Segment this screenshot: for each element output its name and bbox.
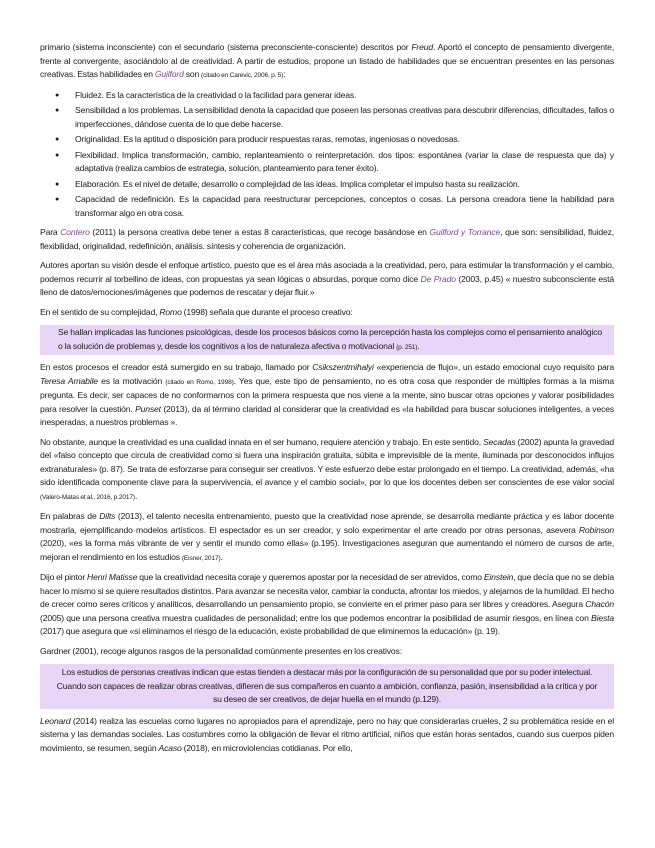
citation: (citado en Romo, 1998) (165, 378, 234, 386)
author-name: Guilford y Torrance (429, 227, 501, 237)
text: (2014) realiza las escuelas como lugares no apropiados para el aprendizaje, pero no hay que considerarlas crueles, 2 su problemática reside en el sistema y las demandas sociales. Las costumbres como la obligación de llevar el ritmo artificial, niños que están horas sentados, cuando sus cuerpos piden movimiento, se resumen, según (40, 715, 614, 753)
author-name: Einstein (483, 572, 514, 582)
list-item: ● Sensibilidad a los problemas. La sensibilidad denota la capacidad que poseen las personas creativas para descubrir diferencias, dificultades, fallos o imperfecciones, dándose cuenta de lo que debe hacerse. (40, 104, 614, 131)
text: Dijo el pintor (40, 572, 88, 582)
paragraph-leonard (40, 715, 614, 756)
author-name: Leonard (40, 715, 71, 726)
text: que la creatividad necesita coraje y queremos apostar por la necesidad de ser atrevidos, como (137, 572, 484, 582)
paragraph-matisse (40, 571, 614, 639)
block-quote-gardner (40, 664, 614, 709)
block-quote-romo (40, 325, 614, 355)
paragraph-romo (40, 306, 614, 320)
author-name: Dilts (99, 511, 116, 521)
text: En estos procesos el creador está sumergido en su trabajo, llamado por (40, 362, 313, 372)
quote-text: Los estudios de personas creativas indican que estas tienden a destacar más por la configuración de su personalidad que por su poder intelectual. Cuando son capaces de realizar obras creativas, difieren de sus compañeros en cuanto a ambición, confianza, pasión, insensibilidad a la crítica y por su deseo de ser creativos, de dejar huella en el mundo (p.129). (56, 667, 598, 704)
text: No obstante, aunque la creatividad es una cualidad innata en el ser humano, requiere atención y trabajo. En este sentido, (40, 436, 484, 447)
citation: (Valero-Matas et al., 2016, p.2017) (40, 493, 135, 501)
text: primario (sistema inconsciente) con el secundario (sistema preconsciente-consciente) descritos por (40, 42, 412, 52)
paragraph-guilford-intro (40, 41, 614, 83)
text: (2017) que asegura que «si eliminamos el riesgo de la educación, existe probabilidad de que eliminemos la educación» (p. 19). (40, 626, 500, 636)
author-name: Freud (411, 42, 434, 52)
text: En el sentido de su complejidad, (40, 306, 160, 317)
text: es la motivación (97, 375, 166, 386)
list-item: ● Flexibilidad. Implica transformación, cambio, replanteamiento o reinterpretación. dos tipos: espontánea (variar la clase de respuesta que da) y adaptativa (realiza cambios de estrategia, solución, planteamiento para tener éxito). (40, 149, 614, 176)
author-name: De Prado (420, 273, 456, 284)
text: (2013), da al término claridad al considerar que la creatividad es «la habilidad para buscar soluciones inteligentes, a veces inesperadas, a nuestros problemas ». (40, 403, 614, 427)
text: . (134, 490, 138, 501)
list-item: ● Capacidad de redefinición. Es la capacidad para reestructurar percepciones, conceptos o cosas. La persona creadora tiene la habilidad para transformar algo en otra cosa. (40, 193, 614, 220)
text: , que son: sensibilidad, fluidez, flexibilidad, originalidad, redefinición, análisis. síntesis y coherencia de organización. (40, 227, 615, 251)
text: (2003, p.45) « nuestro subconsciente está lleno de datos/emociones/imágenes que podemos de rescatar y dejar fluir.» (40, 273, 614, 297)
author-name: Acaso (158, 742, 182, 753)
text: , que decía que no se debía hacer lo mismo si se quiere resultados distintos. Para avanzar se necesita valor, cambiar la conducta, afrontar los miedos, y alejarnos de la humildad. El hecho de crecer como seres críticos y analíticos, desarrollando un pensamiento propio, se convierte en el primer paso para ser libres y creadores. Asegura (40, 572, 614, 609)
author-name: Csikszentmihalyi (312, 362, 374, 372)
text: . (417, 340, 420, 351)
text: (2020), «es la forma más vibrante de ver y sentir el mundo como ellas» (p.195). Investigaciones aseguran que aumentando el número de cursos de arte, mejoran el rendimiento en los estudios (40, 538, 614, 562)
text: (2018), en microviolencias cotidianas. Por ello, (181, 742, 353, 753)
text: Para (40, 227, 61, 237)
creativity-skills-list (40, 89, 614, 221)
author-name: Biesta (591, 612, 614, 623)
text: Gardner (2001), recoge algunos rasgos de la personalidad comúnmente presentes en los creativos: (40, 645, 402, 656)
text: . (220, 551, 223, 562)
paragraph-contero (40, 226, 614, 253)
text: : (283, 69, 286, 79)
list-item: ● Fluidez. Es la característica de la creatividad o la facilidad para generar ideas. (40, 89, 614, 103)
text: Autores aportan su visión desde el enfoque artístico, puesto que es el área más asociada a la creatividad, pero, para estimular la transformación y el cambio, podemos recurrir al torbellino de ideas, con propuestas ya sean lógicas o absurdas, porque como dice (40, 260, 614, 284)
author-name: Chacón (585, 599, 614, 609)
list-item: ● Originalidad. Es la aptitud o disposición para producir respuestas raras, remotas, ingeniosas o novedosas. (40, 133, 614, 147)
paragraph-de-prado (40, 259, 614, 300)
text: «experiencia de flujo», un estado emocional cuyo requisito para (373, 362, 614, 372)
text: son (183, 69, 202, 79)
author-name: Romo (159, 306, 182, 317)
text: (1998) señala que durante el proceso creativo: (181, 306, 353, 317)
text: (2002) apunta la gravedad del «falso concepto que circula de creatividad como si fuera una inspiración gratuita, súbita e imprevisible de la mente, iluminada por desconocidos influjos extranaturales» (p. 87). Se trata de esforzarse para conseguir ser creativos. Y este esfuerzo debe estar prolongado en el tiempo. La creatividad, además, «ha sido identificada componente clave para la supervivencia, el avance y el cambio social», por lo que los docentes deben ser conscientes de ese valor social (40, 436, 614, 487)
author-name: Secadas (483, 436, 516, 447)
paragraph-gardner (40, 645, 614, 659)
author-name: Teresa Amabile (40, 375, 98, 386)
text: (2011) la persona creativa debe tener a estas 8 características, que recoge basándose en (89, 227, 430, 237)
citation: (citado en Carevic, 2006, p. 5) (201, 72, 284, 79)
author-name: Robinson (578, 524, 614, 535)
quote-text: Se hallan implicadas las funciones psicológicas, desde los procesos básicos como la percepción hasta los complejos como el pensamiento analógico o la solución de problemas y, desde los cognitivos a los de naturaleza afectiva o motivacional (58, 327, 602, 351)
citation: (Eisner, 2017) (181, 554, 221, 562)
author-name: Henri Matisse (87, 572, 138, 582)
document-body (40, 41, 614, 761)
list-item: ● Elaboración. Es el nivel de detalle, desarrollo o complejidad de las ideas. Implica completar el impulso hasta su realización. (40, 178, 614, 192)
author-name: Guilford (154, 69, 184, 79)
text: En palabras de (40, 511, 100, 521)
author-name: Punset (135, 403, 161, 414)
text: . Yes que, este tipo de pensamiento, no es otra cosa que responder de múltiples formas a la misma pregunta. Es decir, ser capaces de no conformarnos con la primera respuesta que nos viene a la mente, sino buscar otras opciones y valorar posibilidades para resolver la cuestión. (40, 375, 614, 414)
paragraph-secadas (40, 436, 614, 505)
author-name: Contero (60, 227, 90, 237)
citation: (p. 251) (396, 343, 418, 351)
paragraph-flow (40, 361, 614, 430)
text: . Aportó el concepto de pensamiento divergente, frente al convergente, asociándolo al de creatividad. A partir de estudios, propone un listado de habilidades que se encuentran presentes en las personas creativas. Estas habilidades en (40, 42, 614, 79)
paragraph-dilts (40, 510, 614, 565)
text: (2013), el talento necesita entrenamiento, puesto que la creatividad nose aprende, se desarrolla mediante práctica y es labor docente mostrarla, ejemplificando modelos artísticos. El espectador es un ser creador, y solo experimentar el arte creado por otras personas, asevera (40, 511, 614, 535)
text: (2005) que una persona creativa muestra cualidades de personalidad; entre los que podemos encontrar la posibilidad de asumir riesgos, en línea con (40, 612, 591, 623)
